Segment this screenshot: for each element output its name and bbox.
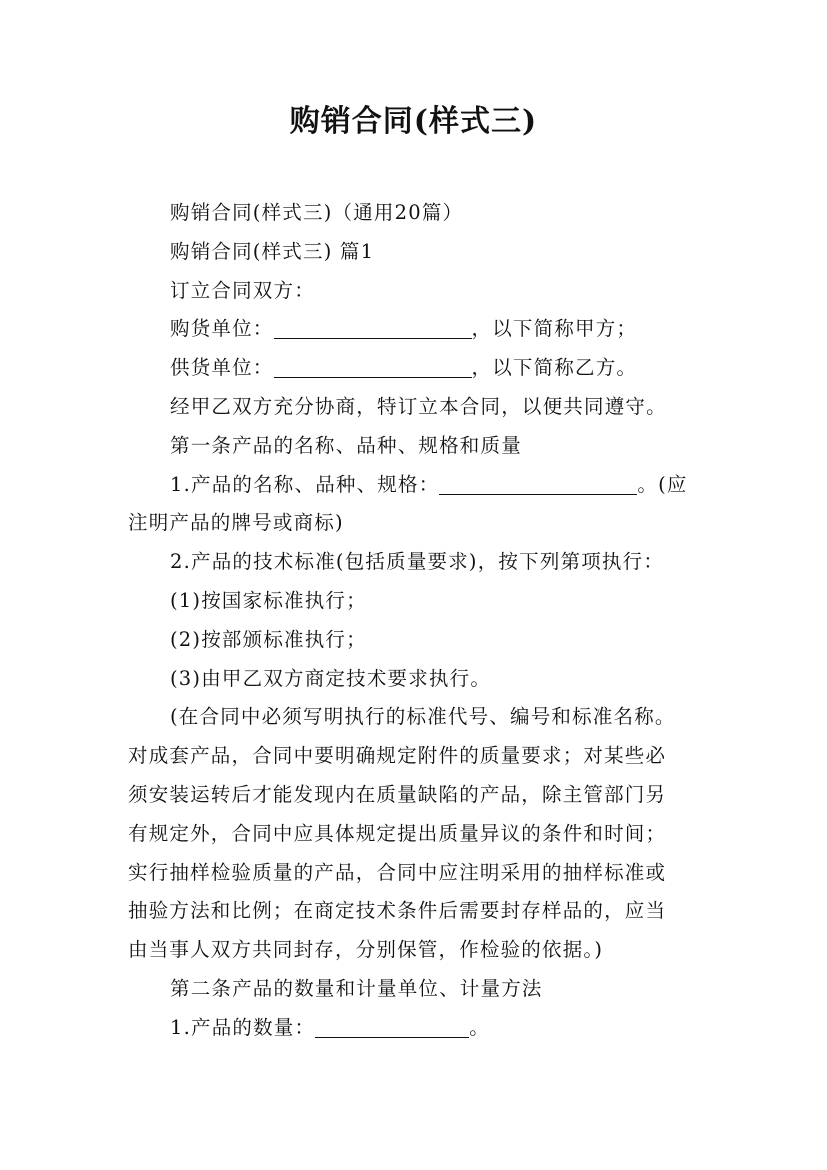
paragraph-product-name — [128, 466, 720, 505]
product-name-blank-line — [439, 470, 637, 495]
buyer-suffix: ，以下简称甲方； — [471, 317, 638, 341]
buyer-label: 购货单位： — [170, 317, 274, 341]
buyer-blank-line — [274, 314, 472, 339]
note-line-4: 有规定外，合同中应具体规定提出质量异议的条件和时间； — [128, 821, 667, 845]
note-line-3: 须安装运转后才能发现内在质量缺陷的产品，除主管部门另 — [128, 782, 667, 806]
section-one-heading: 第一条产品的名称、品种、规格和质量 — [170, 433, 522, 457]
paragraph-buyer — [128, 310, 720, 349]
paragraph-technical-standard: 2.产品的技术标准(包括质量要求)，按下列第项执行： — [170, 550, 665, 574]
note-line-6: 抽验方法和比例；在商定技术条件后需要封存样品的，应当 — [128, 899, 667, 923]
paragraph-agreement: 经甲乙双方充分协商，特订立本合同，以便共同遵守。 — [170, 394, 667, 418]
supplier-blank-line — [274, 353, 472, 378]
note-line-1: (在合同中必须写明执行的标准代号、编号和标准名称。 — [170, 705, 676, 729]
paragraph-parties-heading: 订立合同双方： — [170, 278, 315, 302]
product-name-suffix: 。(应 — [637, 472, 688, 496]
supplier-suffix: ，以下简称乙方。 — [471, 356, 638, 380]
note-line-5: 实行抽样检验质量的产品，合同中应注明采用的抽样标准或 — [128, 860, 667, 884]
paragraph-general-title: 购销合同(样式三)（通用20篇） — [170, 201, 464, 224]
product-quantity-blank-line — [315, 1013, 469, 1038]
option-national-standard: (1)按国家标准执行； — [170, 588, 367, 612]
product-quantity-suffix: 。 — [469, 1015, 490, 1039]
product-name-label: 1.产品的名称、品种、规格： — [170, 472, 440, 496]
document-title: 购销合同(样式三) — [289, 104, 538, 139]
option-ministry-standard: (2)按部颁标准执行； — [170, 627, 367, 651]
supplier-label: 供货单位： — [170, 356, 274, 380]
note-line-7: 由当事人双方共同封存，分别保管，作检验的依据。) — [128, 938, 604, 962]
note-line-2: 对成套产品，合同中要明确规定附件的质量要求；对某些必 — [128, 744, 667, 768]
document-body — [128, 194, 720, 1048]
option-negotiated-standard: (3)由甲乙双方商定技术要求执行。 — [170, 666, 492, 690]
product-quantity-label: 1.产品的数量： — [170, 1015, 316, 1039]
paragraph-article-heading: 购销合同(样式三) 篇1 — [170, 239, 375, 263]
paragraph-product-name-continued: 注明产品的牌号或商标) — [128, 511, 344, 535]
section-two-heading: 第二条产品的数量和计量单位、计量方法 — [170, 976, 543, 1000]
paragraph-supplier — [128, 349, 720, 388]
paragraph-product-quantity — [128, 1009, 720, 1048]
